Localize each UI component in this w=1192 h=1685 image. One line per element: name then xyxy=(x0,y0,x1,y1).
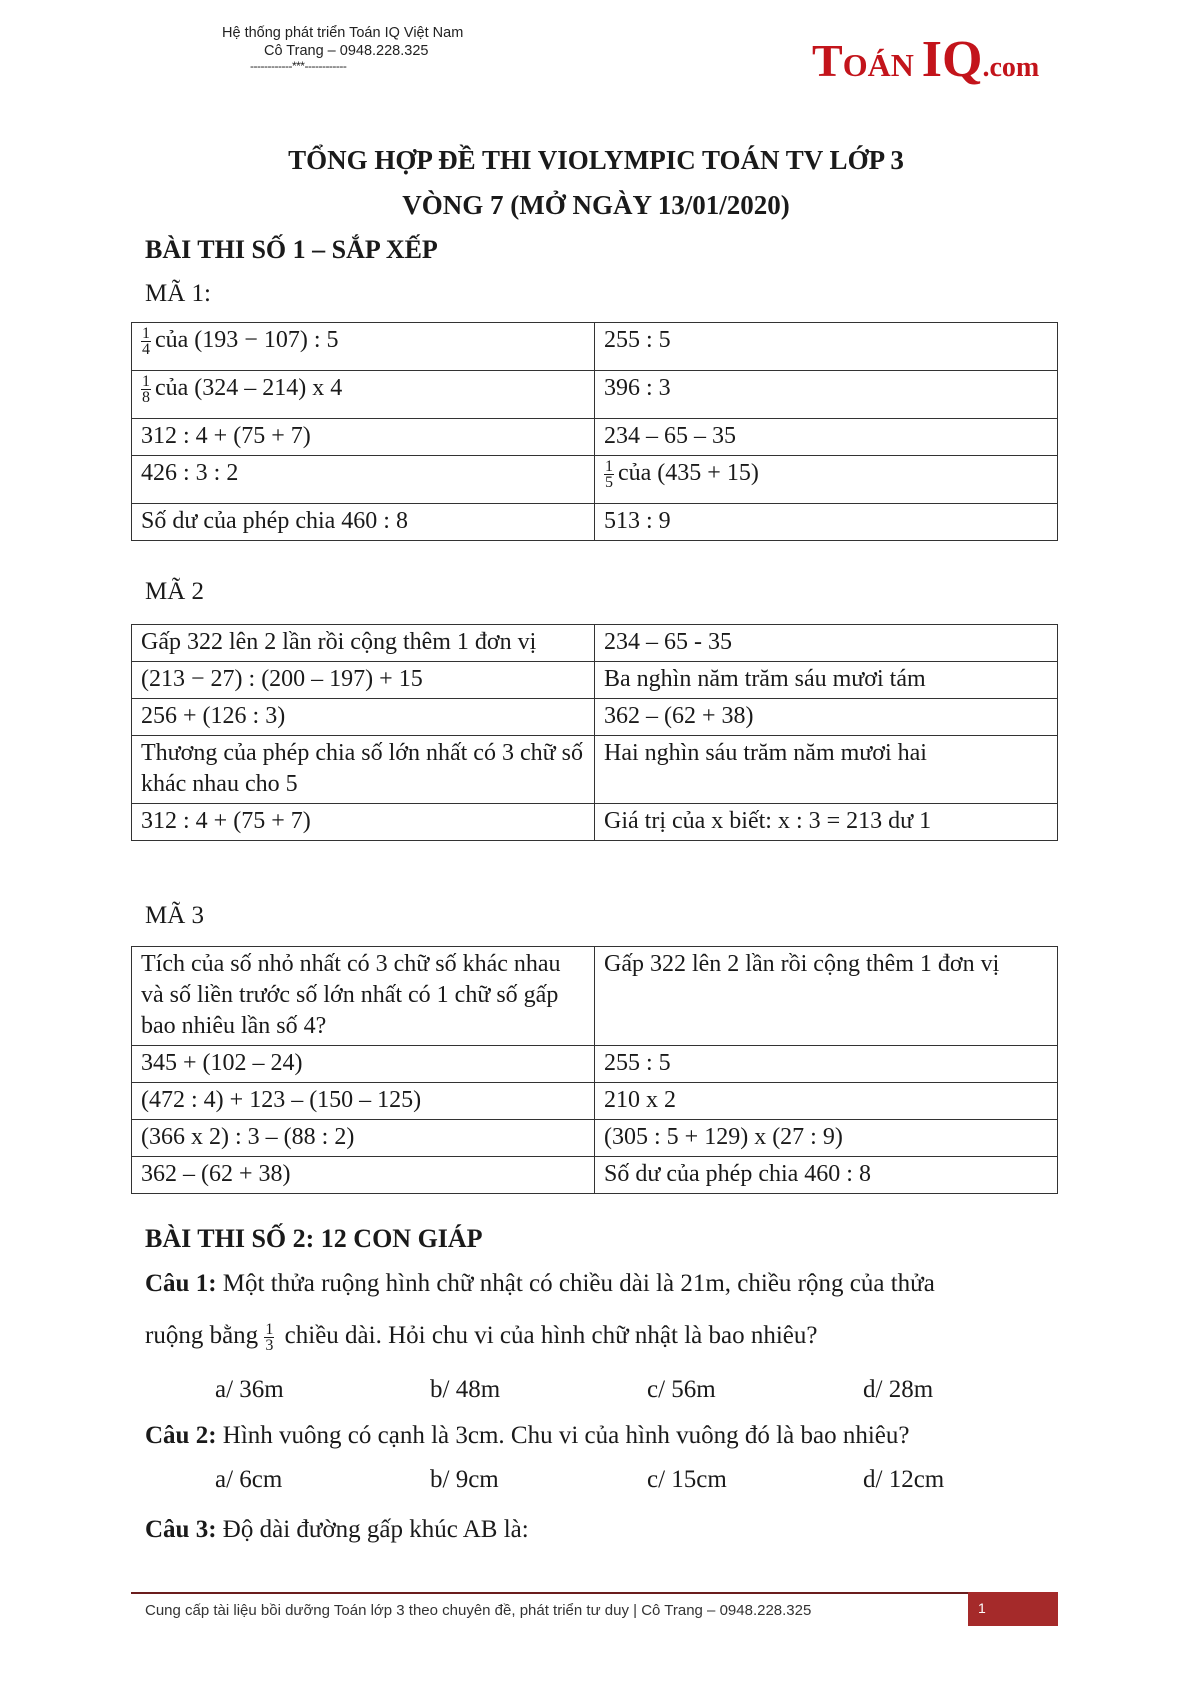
option-c: c/ 15cm xyxy=(647,1466,727,1493)
table-row xyxy=(132,456,1058,504)
question-text: Hình vuông có cạnh là 3cm. Chu vi của hình vuông đó là bao nhiêu? xyxy=(222,1422,910,1449)
table-row xyxy=(132,1083,1058,1120)
table-cell: 234 – 65 - 35 xyxy=(595,625,1058,662)
table-cell: Ba nghìn năm trăm sáu mươi tám xyxy=(595,662,1058,699)
table-cell: 255 : 5 xyxy=(595,1046,1058,1083)
table-cell: 362 – (62 + 38) xyxy=(132,1157,595,1194)
table-cell: 256 + (126 : 3) xyxy=(132,699,595,736)
footer-divider xyxy=(131,1592,1058,1594)
question-label: Câu 2: xyxy=(145,1422,217,1449)
doc-title-line-1: TỔNG HỢP ĐỀ THI VIOLYMPIC TOÁN TV LỚP 3 xyxy=(288,145,904,175)
table-row xyxy=(132,504,1058,541)
section-1-heading: BÀI THI SỐ 1 – SẮP XẾP xyxy=(145,235,438,264)
table-cell: 234 – 65 – 35 xyxy=(595,419,1058,456)
header-brand xyxy=(222,24,463,72)
page-number-badge xyxy=(968,1592,1058,1626)
fraction: $\frac{1}{5}$ xyxy=(605,457,613,491)
table-row xyxy=(132,1157,1058,1194)
table-row xyxy=(132,736,1058,804)
table-row xyxy=(132,662,1058,699)
table-cell: Gấp 322 lên 2 lần rồi cộng thêm 1 đơn vị xyxy=(132,625,595,662)
table-cell: Giá trị của x biết: x : 3 = 213 dư 1 xyxy=(595,804,1058,841)
page-number: 1 xyxy=(978,1600,986,1616)
table-cell: Tích của số nhỏ nhất có 3 chữ số khác nhau và số liền trước số lớn nhất có 1 chữ số gấp bao nhiêu lần số 4? xyxy=(132,947,595,1046)
option-b: b/ 9cm xyxy=(430,1466,499,1493)
doc-title-line-2: VÒNG 7 (MỞ NGÀY 13/01/2020) xyxy=(402,190,790,220)
table-cell: $\frac{1}{4}$ của (193 − 107) : 5 xyxy=(132,323,595,371)
table-cell: $\frac{1}{5}$ của (435 + 15) xyxy=(595,456,1058,504)
ma-3-table xyxy=(131,946,1058,1194)
table-cell: (366 x 2) : 3 – (88 : 2) xyxy=(132,1120,595,1157)
table-cell: (305 : 5 + 129) x (27 : 9) xyxy=(595,1120,1058,1157)
header-divider: ------------***------------ xyxy=(250,59,347,73)
table-cell: 312 : 4 + (75 + 7) xyxy=(132,804,595,841)
table-cell: (213 − 27) : (200 – 197) + 15 xyxy=(132,662,595,699)
ma-2-table xyxy=(131,624,1058,841)
option-b: b/ 48m xyxy=(430,1376,501,1403)
ma-1-label: MÃ 1: xyxy=(145,280,211,307)
table-row xyxy=(132,419,1058,456)
table-row xyxy=(132,371,1058,419)
table-row xyxy=(132,1120,1058,1157)
question-text: Độ dài đường gấp khúc AB là: xyxy=(222,1516,529,1543)
option-a: a/ 36m xyxy=(215,1376,284,1403)
table-cell: 210 x 2 xyxy=(595,1083,1058,1120)
question-label: Câu 3: xyxy=(145,1516,217,1543)
table-cell: $\frac{1}{8}$ của (324 – 214) x 4 xyxy=(132,371,595,419)
question-1-continued xyxy=(145,1320,1045,1353)
section-2-heading: BÀI THI SỐ 2: 12 CON GIÁP xyxy=(145,1224,483,1253)
option-d: d/ 12cm xyxy=(863,1466,945,1493)
ma-3-label: MÃ 3 xyxy=(145,902,205,929)
fraction: $\frac{1}{8}$ xyxy=(142,372,150,406)
ma-1-table xyxy=(131,322,1058,541)
option-d: d/ 28m xyxy=(863,1376,934,1403)
table-cell: 255 : 5 xyxy=(595,323,1058,371)
question-3 xyxy=(145,1514,1045,1546)
table-cell: 396 : 3 xyxy=(595,371,1058,419)
toaniq-logo: TOÁN IQ.com xyxy=(812,31,1040,88)
option-c: c/ 56m xyxy=(647,1376,716,1403)
table-cell: (472 : 4) + 123 – (150 – 125) xyxy=(132,1083,595,1120)
table-cell: 362 – (62 + 38) xyxy=(595,699,1058,736)
table-row xyxy=(132,1046,1058,1083)
question-text: chiều dài. Hỏi chu vi của hình chữ nhật là bao nhiêu? xyxy=(284,1322,818,1349)
question-label: Câu 1: xyxy=(145,1270,217,1297)
question-1 xyxy=(145,1268,1045,1300)
option-a: a/ 6cm xyxy=(215,1466,283,1493)
question-2 xyxy=(145,1420,1045,1452)
table-cell: Hai nghìn sáu trăm năm mươi hai xyxy=(595,736,1058,804)
table-row xyxy=(132,947,1058,1046)
footer-text: Cung cấp tài liệu bồi dưỡng Toán lớp 3 theo chuyên đề, phát triển tư duy | Cô Trang – 0948.228.325 xyxy=(145,1602,812,1619)
fraction: $\frac{1}{4}$ xyxy=(142,324,150,358)
table-cell: 312 : 4 + (75 + 7) xyxy=(132,419,595,456)
table-cell: 345 + (102 – 24) xyxy=(132,1046,595,1083)
table-row xyxy=(132,699,1058,736)
question-text: ruộng bằng xyxy=(145,1322,259,1349)
table-cell: Số dư của phép chia 460 : 8 xyxy=(132,504,595,541)
table-cell: 513 : 9 xyxy=(595,504,1058,541)
table-row xyxy=(132,323,1058,371)
header-line-1: Hệ thống phát triển Toán IQ Việt Nam xyxy=(222,25,464,41)
question-text: Một thửa ruộng hình chữ nhật có chiều dài là 21m, chiều rộng của thửa xyxy=(222,1270,935,1297)
table-row xyxy=(132,804,1058,841)
fraction: $\frac{1}{3}$ xyxy=(265,1320,274,1354)
table-row xyxy=(132,625,1058,662)
header-line-2: Cô Trang – 0948.228.325 xyxy=(264,43,429,59)
table-cell: Thương của phép chia số lớn nhất có 3 chữ số khác nhau cho 5 xyxy=(132,736,595,804)
ma-2-label: MÃ 2 xyxy=(145,578,205,605)
table-cell: Gấp 322 lên 2 lần rồi cộng thêm 1 đơn vị xyxy=(595,947,1058,1046)
table-cell: Số dư của phép chia 460 : 8 xyxy=(595,1157,1058,1194)
table-cell: 426 : 3 : 2 xyxy=(132,456,595,504)
